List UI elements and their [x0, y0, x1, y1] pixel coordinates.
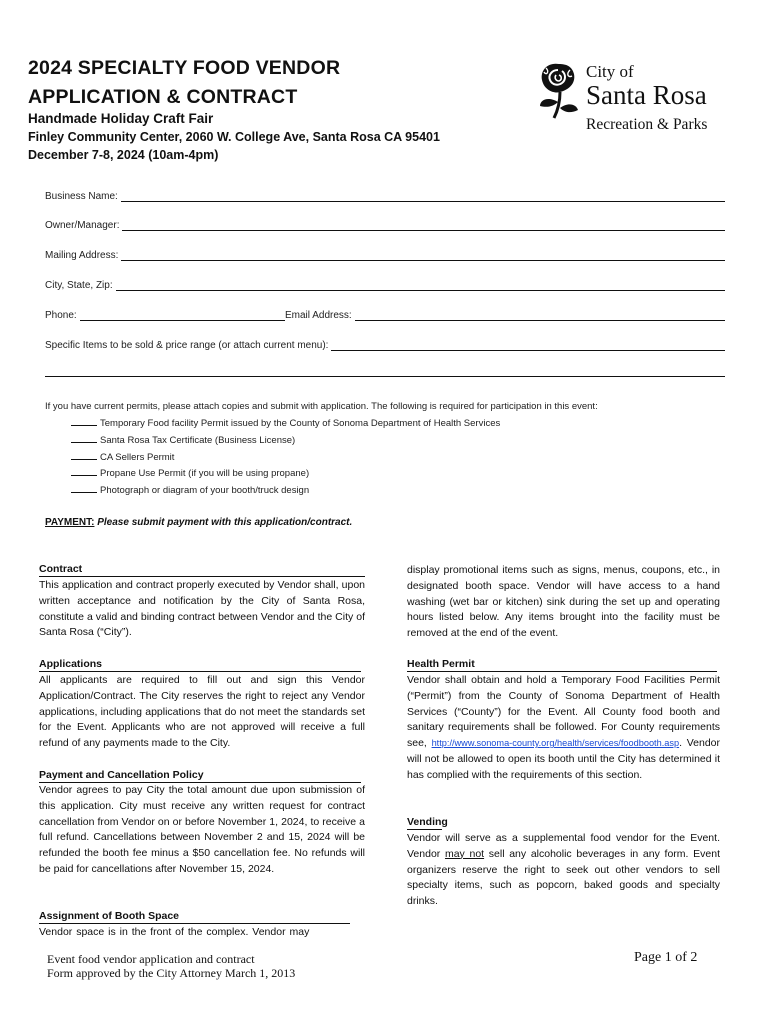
payment-text: Please submit payment with this application/contract.	[97, 517, 353, 528]
applications-text: All applicants are required to fill out and sign this Vendor Application/Contract. The City reserves the right to reject any Vendor applications, including applications that do not meet the standards set for the Event. Applicants who are not approved will receive a full refund of any payments made to the City.	[39, 674, 365, 750]
vending-may-not: may not	[444, 847, 485, 860]
permit-checkbox-line[interactable]	[71, 417, 97, 426]
permits-intro: If you have current permits, please attach copies and submit with application. The following is required for participation in this event:	[45, 401, 598, 412]
items-extra-line[interactable]	[45, 376, 725, 377]
footer-line-1: Event food vendor application and contract	[47, 952, 255, 966]
contract-text: This application and contract properly executed by Vendor shall, upon written acceptance and notification by the City of Santa Rosa, constitute a valid and binding contract between Vendor and the City of Santa Rosa (“City”).	[39, 579, 365, 639]
health-permit-heading: Health Permit	[407, 658, 717, 672]
assignment-text: Vendor space is in the front of the complex. Vendor may	[39, 926, 310, 938]
rose-icon	[536, 58, 582, 120]
logo-santa-rosa: Santa Rosa	[586, 80, 707, 110]
health-permit-text-1: Vendor shall obtain and hold a Temporary Food Facilities Permit (“Permit”) from the County of Sonoma Department of Health Services (“County”) for the Event. All County food booth and sanitary requirements shall be followed. For County requirements see,	[407, 674, 720, 750]
items-label: Specific Items to be sold & price range (or attach current menu):	[45, 340, 329, 351]
owner-manager-field[interactable]	[45, 215, 725, 231]
items-input-line[interactable]	[331, 339, 725, 351]
city-state-zip-field[interactable]	[45, 275, 725, 291]
page-number: Page 1 of 2	[634, 950, 698, 965]
mailing-address-input-line[interactable]	[121, 249, 725, 261]
permit-checkbox-line[interactable]	[71, 434, 97, 443]
permit-item	[71, 434, 295, 446]
payment-cancellation-text: Vendor agrees to pay City the total amount due upon submission of this application. City must receive any written request for contract cancellation from Vendor on or before November 1, 2024, to receive a full refund. Cancellations between November 2 and 15, 2024 will be refunded the booth fee minus a $50 cancellation fee. No refunds will be paid for cancellations after November 15, 2024.	[39, 784, 365, 875]
vending-text-2: sell any alcoholic beverages in any form. Event organizers reserve the right to seek out other vendors to sell specialty items, such as popcorn, baked goods and specialty drinks.	[407, 847, 720, 908]
payment-label: PAYMENT:	[45, 517, 95, 528]
health-permit-text-2: . Vendor will not be allowed to open its booth until the City has determined it has complied with the requirements of this section.	[407, 737, 720, 781]
vending-heading: Vending	[407, 816, 448, 828]
payment-cancellation-heading: Payment and Cancellation Policy	[39, 769, 361, 783]
payment-instruction	[45, 517, 352, 528]
mailing-address-label: Mailing Address:	[45, 250, 119, 261]
footer-form-info	[47, 952, 295, 980]
permit-checkbox-line[interactable]	[71, 467, 97, 476]
email-label: Email Address:	[285, 310, 352, 321]
logo-recreation-parks: Recreation & Parks	[586, 116, 708, 133]
event-name: Handmade Holiday Craft Fair	[28, 111, 214, 126]
items-field[interactable]	[45, 335, 725, 351]
logo-city-of: City of	[586, 62, 634, 81]
health-permit-link[interactable]: http://www.sonoma-county.org/health/services/foodbooth.asp	[431, 738, 680, 749]
phone-input-line[interactable]	[80, 309, 285, 321]
email-field[interactable]	[285, 305, 725, 321]
footer-line-2: Form approved by the City Attorney March 1, 2013	[47, 966, 296, 980]
phone-field[interactable]	[45, 305, 285, 321]
permit-item	[71, 467, 309, 479]
owner-manager-input-line[interactable]	[122, 219, 725, 231]
business-name-label: Business Name:	[45, 191, 118, 202]
permit-label: Propane Use Permit (if you will be using propane)	[100, 468, 310, 479]
business-name-field[interactable]	[45, 186, 725, 202]
page-title	[28, 54, 488, 112]
phone-label: Phone:	[45, 310, 77, 321]
permit-item	[71, 484, 309, 496]
email-input-line[interactable]	[355, 309, 725, 321]
event-dates: December 7-8, 2024 (10am-4pm)	[28, 148, 219, 162]
permit-label: Santa Rosa Tax Certificate (Business License)	[100, 435, 296, 446]
business-name-input-line[interactable]	[121, 190, 725, 202]
contract-heading: Contract	[39, 563, 365, 577]
permit-item	[71, 417, 500, 429]
assignment-text-continued: display promotional items such as signs, menus, coupons, etc., in designated booth space. Vendor will have access to a hand washing (wet bar or kitchen) sink during the set up and operating hours listed below. Any items brought into the facility must be removed at the end of the event.	[407, 564, 720, 640]
city-state-zip-input-line[interactable]	[116, 279, 725, 291]
permit-checkbox-line[interactable]	[71, 484, 97, 493]
title-line-1: 2024 SPECIALTY FOOD VENDOR	[28, 57, 341, 79]
city-state-zip-label: City, State, Zip:	[45, 280, 113, 291]
permit-checkbox-line[interactable]	[71, 451, 97, 460]
vending-text-1: Vendor will serve as a supplemental food vendor for the Event. Vendor	[407, 832, 720, 860]
permit-item	[71, 451, 174, 463]
assignment-heading: Assignment of Booth Space	[39, 910, 350, 924]
mailing-address-field[interactable]	[45, 245, 725, 261]
permit-label: CA Sellers Permit	[100, 452, 175, 463]
applications-heading: Applications	[39, 658, 361, 672]
vending-text	[407, 831, 720, 910]
title-line-2: APPLICATION & CONTRACT	[28, 86, 298, 108]
permit-label: Temporary Food facility Permit issued by the County of Sonoma Department of Health Services	[100, 418, 501, 429]
health-permit-text	[407, 673, 720, 784]
event-venue: Finley Community Center, 2060 W. College Ave, Santa Rosa CA 95401	[28, 130, 440, 144]
owner-manager-label: Owner/Manager:	[45, 220, 120, 231]
permit-label: Photograph or diagram of your booth/truck design	[100, 485, 310, 496]
city-logo	[536, 56, 736, 142]
